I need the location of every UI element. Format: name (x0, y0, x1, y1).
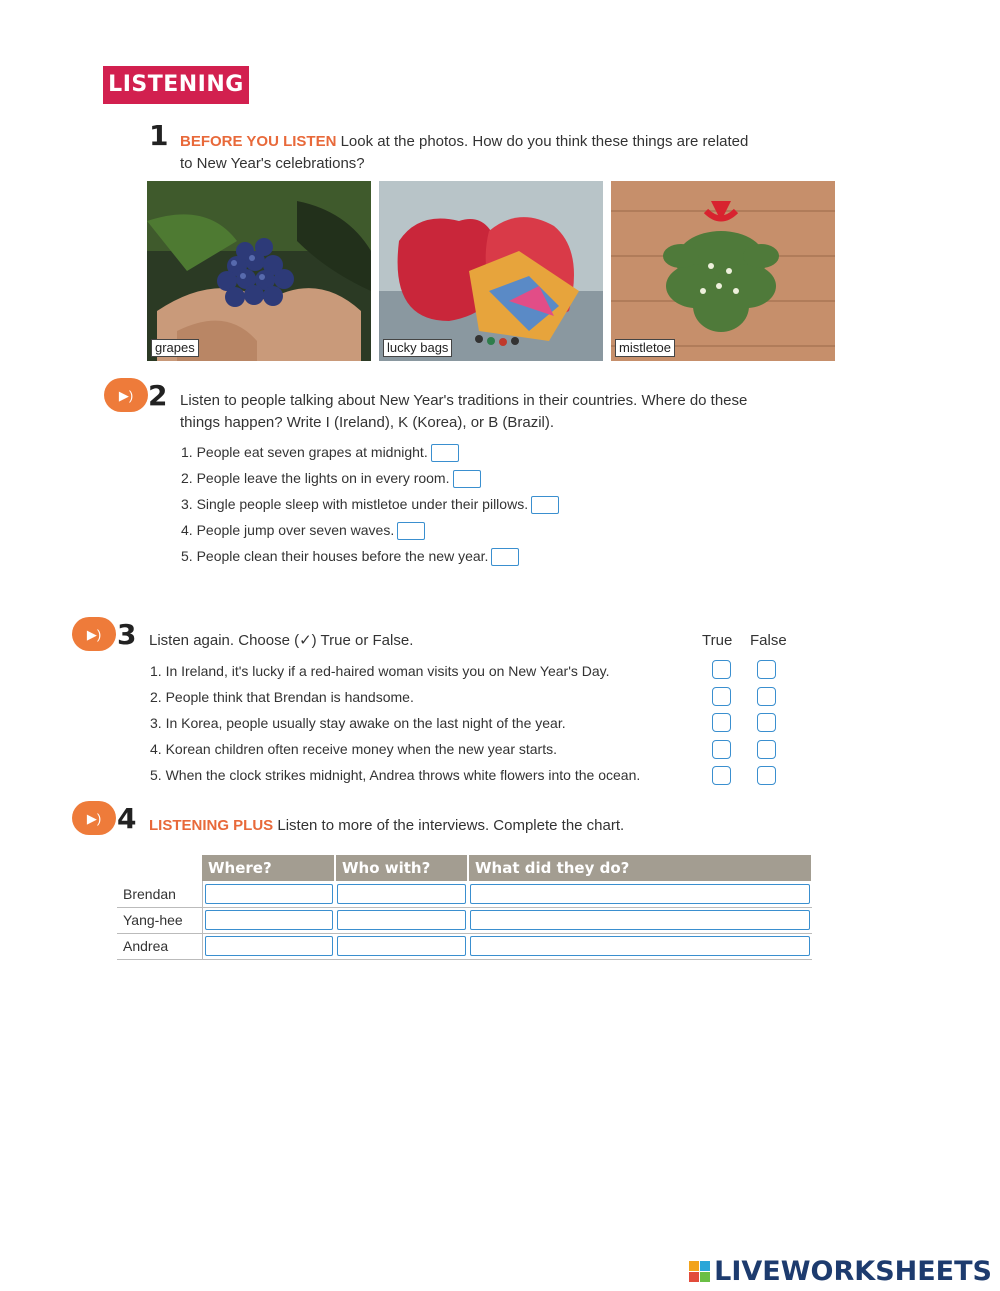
who-with-cell (335, 933, 468, 959)
speaker-icon: ▶) (86, 627, 102, 642)
list-item: 4. Korean children often receive money when the new year starts. (150, 741, 557, 757)
list-item (181, 494, 559, 514)
who-with-input[interactable] (337, 910, 466, 930)
item-text: 3. Single people sleep with mistletoe under their pillows. (181, 496, 529, 512)
row-label: Brendan (117, 881, 202, 907)
answer-input[interactable] (431, 444, 459, 462)
mistletoe-image (611, 181, 835, 361)
exercise-1-instructions (180, 131, 830, 175)
play-audio-button-4[interactable] (72, 801, 116, 835)
answer-input[interactable] (453, 470, 481, 488)
item-text: 2. People leave the lights on in every room. (181, 470, 450, 486)
what-cell (468, 907, 812, 933)
table-row (117, 933, 812, 959)
exercise-2-number: 2 (148, 379, 168, 412)
list-item: 5. When the clock strikes midnight, Andrea throws white flowers into the ocean. (150, 767, 641, 783)
list-item (181, 468, 481, 488)
table-row (117, 881, 812, 907)
who-with-cell (335, 907, 468, 933)
list-item: 2. People think that Brendan is handsome. (150, 689, 414, 705)
where-input[interactable] (205, 910, 334, 930)
false-column-header: False (750, 632, 787, 649)
exercise-3-number: 3 (117, 618, 137, 651)
lucky-bags-image (379, 181, 603, 361)
exercise-4-instructions (149, 815, 624, 837)
true-checkbox[interactable] (712, 687, 731, 706)
answer-input[interactable] (531, 496, 559, 514)
true-checkbox[interactable] (712, 713, 731, 732)
where-header: Where? (202, 855, 335, 881)
exercise-1-text-line2: to New Year's celebrations? (180, 155, 365, 172)
what-input[interactable] (470, 936, 810, 956)
who-with-header: Who with? (335, 855, 468, 881)
what-input[interactable] (470, 910, 810, 930)
exercise-1-tag: BEFORE YOU LISTEN (180, 133, 337, 150)
exercise-4-number: 4 (117, 802, 137, 835)
exercise-2-text-line2: things happen? Write I (Ireland), K (Korea), or B (Brazil). (180, 414, 555, 431)
mistletoe-label: mistletoe (615, 339, 675, 357)
chart-corner (117, 855, 202, 881)
list-item (181, 520, 425, 540)
true-checkbox[interactable] (712, 740, 731, 759)
where-cell (202, 907, 335, 933)
false-checkbox[interactable] (757, 766, 776, 785)
logo-text: LIVEWORKSHEETS (714, 1255, 992, 1287)
where-cell (202, 933, 335, 959)
list-item (181, 546, 519, 566)
answer-input[interactable] (397, 522, 425, 540)
where-input[interactable] (205, 936, 334, 956)
list-item: 3. In Korea, people usually stay awake on the last night of the year. (150, 715, 566, 731)
true-column-header: True (702, 632, 733, 649)
table-row (117, 907, 812, 933)
false-checkbox[interactable] (757, 713, 776, 732)
item-text: 5. People clean their houses before the new year. (181, 548, 489, 564)
exercise-1-text-line1: Look at the photos. How do you think these things are related (340, 133, 749, 150)
mistletoe-photo (611, 181, 835, 361)
listening-chart (117, 855, 813, 960)
grapes-photo (147, 181, 371, 361)
false-checkbox[interactable] (757, 740, 776, 759)
chart-header-row (117, 855, 812, 881)
who-with-input[interactable] (337, 936, 466, 956)
play-audio-button-2[interactable] (104, 378, 148, 412)
speaker-icon: ▶) (118, 388, 134, 403)
grapes-label: grapes (151, 339, 199, 357)
what-did-they-do-header: What did they do? (468, 855, 812, 881)
exercise-4-tag: LISTENING PLUS (149, 817, 274, 834)
liveworksheets-logo (689, 1255, 992, 1287)
exercise-2-instructions (180, 390, 830, 434)
play-audio-button-3[interactable] (72, 617, 116, 651)
true-checkbox[interactable] (712, 766, 731, 785)
true-checkbox[interactable] (712, 660, 731, 679)
what-input[interactable] (470, 884, 810, 904)
list-item (181, 442, 459, 462)
section-banner: LISTENING (103, 66, 249, 104)
item-text: 1. People eat seven grapes at midnight. (181, 444, 428, 460)
item-text: 4. People jump over seven waves. (181, 522, 395, 538)
answer-input[interactable] (491, 548, 519, 566)
exercise-1-number: 1 (149, 119, 169, 152)
what-cell (468, 933, 812, 959)
grapes-image (147, 181, 371, 361)
who-with-input[interactable] (337, 884, 466, 904)
lucky-bags-photo (379, 181, 603, 361)
row-label: Yang-hee (117, 907, 202, 933)
false-checkbox[interactable] (757, 660, 776, 679)
where-input[interactable] (205, 884, 334, 904)
who-with-cell (335, 881, 468, 907)
where-cell (202, 881, 335, 907)
exercise-4-text: Listen to more of the interviews. Complete the chart. (277, 817, 625, 834)
list-item: 1. In Ireland, it's lucky if a red-haired woman visits you on New Year's Day. (150, 663, 610, 679)
false-checkbox[interactable] (757, 687, 776, 706)
exercise-2-text-line1: Listen to people talking about New Year's traditions in their countries. Where do these (180, 392, 748, 409)
speaker-icon: ▶) (86, 811, 102, 826)
logo-mark-icon (689, 1261, 710, 1282)
what-cell (468, 881, 812, 907)
exercise-3-instruction: Listen again. Choose (✓) True or False. (149, 632, 414, 649)
row-label: Andrea (117, 933, 202, 959)
lucky-bags-label: lucky bags (383, 339, 452, 357)
